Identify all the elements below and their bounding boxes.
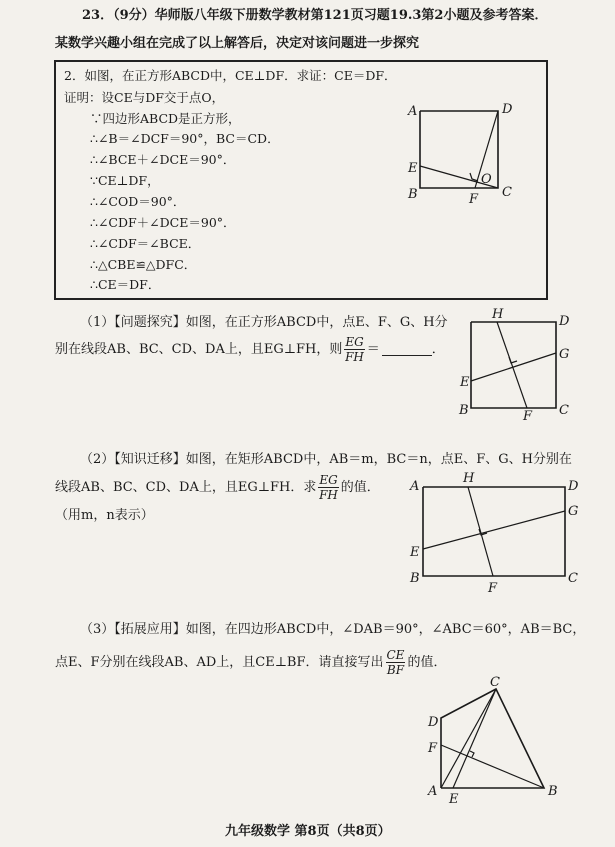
question-intro: 某数学兴趣小组在完成了以上解答后，决定对该问题进一步探究: [55, 36, 420, 51]
q1-period: ．: [431, 342, 445, 357]
label-h: H: [463, 471, 475, 486]
q1-frac-den: FH: [345, 350, 364, 364]
label-c: C: [559, 403, 569, 418]
label-b: B: [459, 403, 469, 418]
label-d: D: [502, 102, 513, 117]
label-f: F: [523, 409, 533, 424]
proof-step: ∴∠CDF＝∠BCE．: [90, 236, 201, 251]
label-f: F: [469, 192, 479, 207]
label-e: E: [449, 792, 459, 807]
q1-frac-num: EG: [345, 335, 364, 349]
label-o: O: [481, 172, 492, 187]
q1-text: 别在线段AB、BC、CD、DA上，且EG⊥FH，则: [55, 342, 343, 357]
label-e: E: [460, 375, 470, 390]
segment-ce: [453, 689, 496, 788]
q1-equals: ＝: [366, 342, 380, 357]
label-b: B: [408, 187, 418, 202]
q3-text-end: 的值．: [407, 655, 447, 670]
label-b: B: [410, 571, 420, 586]
q3-line1: （3）【拓展应用】如图，在四边形ABCD中，∠DAB＝90°，∠ABC＝60°，AB＝BC，: [80, 622, 586, 637]
proof-step: ∵四边形ABCD是正方形，: [90, 111, 241, 126]
label-d: D: [559, 314, 570, 329]
right-angle-mark: [470, 751, 474, 757]
proof-step: ∵CE⊥DF，: [90, 173, 160, 188]
q3-text: 点E、F分别在线段AB、AD上，且CE⊥BF．请直接写出: [55, 655, 384, 670]
q3-frac-num: CE: [386, 648, 405, 662]
q1-line1: （1）【问题探究】如图，在正方形ABCD中，点E、F、G、H分: [80, 315, 448, 330]
proof-step: ∴∠COD＝90°．: [90, 194, 186, 209]
question-header: 23．（9分）华师版八年级下册数学教材第121页习题19.3第2小题及参考答案．: [82, 8, 548, 23]
q2-line1: （2）【知识迁移】如图，在矩形ABCD中，AB＝m，BC＝n，点E、F、G、H分别在: [80, 452, 572, 467]
q2-text: 线段AB、BC、CD、DA上，且EG⊥FH．求: [55, 480, 317, 495]
label-f: F: [488, 581, 498, 596]
q2-line3: （用m，n表示）: [55, 508, 154, 523]
label-f: F: [428, 741, 438, 756]
label-c: C: [490, 675, 500, 690]
proof-intro: 证明：设CE与DF交于点O，: [64, 90, 225, 105]
label-h: H: [492, 307, 504, 322]
label-c: C: [502, 185, 512, 200]
proof-step: ∴∠B＝∠DCF＝90°，BC＝CD．: [90, 131, 280, 146]
label-b: B: [548, 784, 558, 799]
proof-step: ∴△CBE≌△DFC．: [90, 257, 197, 272]
label-a: A: [410, 479, 420, 494]
label-a: A: [428, 784, 438, 799]
label-e: E: [408, 161, 418, 176]
q2-frac-num: EG: [319, 473, 338, 487]
label-g: G: [559, 347, 570, 362]
label-a: A: [408, 104, 418, 119]
proof-problem: 2．如图，在正方形ABCD中，CE⊥DF．求证：CE＝DF．: [64, 68, 397, 83]
label-g: G: [568, 504, 579, 519]
proof-step: ∴CE＝DF．: [90, 277, 161, 292]
q3-frac-den: BF: [386, 663, 405, 677]
q2-text-end: 的值．: [340, 480, 380, 495]
proof-step: ∴∠BCE＋∠DCE＝90°．: [90, 152, 236, 167]
page-footer: 九年级数学 第8页（共8页）: [225, 824, 391, 839]
proof-step: ∴∠CDF＋∠DCE＝90°．: [90, 215, 236, 230]
quadrilateral-abcd: [441, 689, 544, 788]
label-d: D: [428, 715, 439, 730]
q2-frac-den: FH: [319, 488, 338, 502]
label-d: D: [568, 479, 579, 494]
label-e: E: [410, 545, 420, 560]
label-c: C: [568, 571, 578, 586]
